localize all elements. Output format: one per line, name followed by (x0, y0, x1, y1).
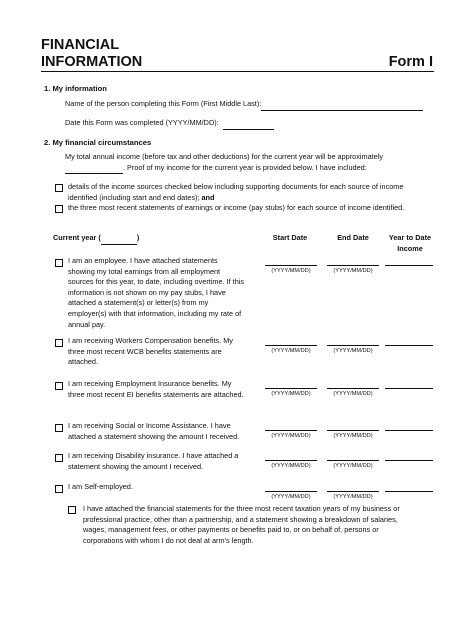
ytd-income-field[interactable] (385, 430, 433, 431)
header-rule (41, 71, 434, 72)
end-date-format-hint: (YYYY/MM/DD) (333, 268, 373, 274)
income-source-description (68, 379, 263, 400)
end-date-format-hint: (YYYY/MM/DD) (333, 348, 373, 354)
annual-income-field[interactable] (65, 163, 123, 175)
income-source-line: I am receiving Employment Insurance benefits. My (68, 379, 232, 388)
date-field-label: Date this Form was completed (YYYY/MM/DD): (65, 118, 219, 127)
self-employed-line3: wages, management fees, or other payments or benefits paid to, or on behalf of, persons or (83, 525, 379, 535)
income-source-line: statement showing the amount I received. (68, 461, 204, 471)
start-date-format-hint: (YYYY/MM/DD) (271, 494, 311, 500)
income-source-line: attached a statement(s) or letter(s) from my (68, 298, 209, 308)
end-date-format-hint: (YYYY/MM/DD) (333, 494, 373, 500)
end-date-field[interactable] (327, 345, 379, 346)
income-source-checkbox[interactable] (55, 259, 63, 267)
end-date-field[interactable] (327, 388, 379, 389)
current-year-row (53, 233, 139, 245)
date-field-row (65, 118, 274, 130)
start-date-field[interactable] (265, 460, 317, 461)
ytd-income-field[interactable] (385, 460, 433, 461)
income-source-checkbox[interactable] (55, 339, 63, 347)
end-date-field[interactable] (327, 460, 379, 461)
start-date-format-hint: (YYYY/MM/DD) (271, 268, 311, 274)
current-year-field[interactable] (101, 233, 140, 245)
name-field-row (65, 99, 423, 111)
income-source-line: annual pay. (68, 319, 106, 329)
name-field-label: Name of the person completing this Form (First Middle Last): (65, 99, 262, 108)
end-date-header: End Date (337, 233, 369, 242)
details-option-line1: details of the income sources checked below including supporting documents for each source of income (68, 182, 404, 191)
start-date-field[interactable] (265, 430, 317, 431)
income-source-line: I am receiving Disability insurance. I have attached a (68, 451, 239, 460)
income-source-description (68, 256, 263, 330)
income-source-line: three most recent EI benefits statements are attached. (68, 389, 244, 399)
end-date-format-hint: (YYYY/MM/DD) (333, 433, 373, 439)
start-date-format-hint: (YYYY/MM/DD) (271, 433, 311, 439)
self-employed-statements-checkbox[interactable] (68, 506, 76, 514)
income-text-line1: My total annual income (before tax and other deductions) for the current year will be approximately (65, 152, 383, 161)
end-date-field[interactable] (327, 430, 379, 431)
section1-heading: 1. My information (44, 84, 107, 93)
form-title-line2: INFORMATION (41, 54, 143, 70)
income-source-line: showing my total earnings from all employment (68, 266, 221, 276)
income-source-line: sources for this year, to date, including overtime. If this (68, 277, 245, 287)
income-source-line: information is not shown on my pay stubs, I have (68, 287, 226, 297)
start-date-format-hint: (YYYY/MM/DD) (271, 391, 311, 397)
income-source-line: I am an employee. I have attached statements (68, 256, 218, 265)
ytd-income-field[interactable] (385, 491, 433, 492)
start-date-field[interactable] (265, 265, 317, 266)
income-source-checkbox[interactable] (55, 382, 63, 390)
income-source-description (68, 451, 263, 472)
start-date-format-hint: (YYYY/MM/DD) (271, 348, 311, 354)
paystubs-checkbox[interactable] (55, 205, 63, 213)
form-number: Form I (388, 54, 433, 70)
self-employed-line4: corporations with whom I do not deal at arm’s length. (83, 535, 254, 545)
income-source-description (68, 482, 263, 493)
start-date-field[interactable] (265, 388, 317, 389)
and-label: and (201, 192, 215, 202)
income-source-description (68, 336, 263, 368)
self-employed-statements-text (83, 504, 438, 546)
ytd-income-field[interactable] (385, 265, 433, 266)
ytd-header-line1: Year to Date (388, 233, 432, 242)
name-field[interactable] (261, 99, 423, 111)
ytd-header-line2: Income (397, 243, 423, 253)
current-year-close: ) (136, 233, 140, 242)
form-title-line1: FINANCIAL (41, 37, 120, 53)
income-source-line: employer(s) with that information, including my rate of (68, 308, 242, 318)
income-source-line: I am receiving Workers Compensation benefits. My (68, 336, 233, 345)
start-date-field[interactable] (265, 345, 317, 346)
ytd-income-header (382, 233, 438, 254)
details-option-line2: identified (including start and end dates); (68, 192, 202, 202)
ytd-income-field[interactable] (385, 388, 433, 389)
paystubs-option: the three most recent statements of earnings or income (pay stubs) for each source of income identified. (68, 203, 405, 212)
income-source-checkbox[interactable] (55, 424, 63, 432)
ytd-income-field[interactable] (385, 345, 433, 346)
start-date-format-hint: (YYYY/MM/DD) (271, 463, 311, 469)
end-date-field[interactable] (327, 491, 379, 492)
end-date-field[interactable] (327, 265, 379, 266)
income-text-line2: . Proof of my income for the current year is provided below. I have included: (123, 162, 367, 172)
self-employed-line2: professional practice, other than a partnership, and a statement showing a breakdown of salaries, (83, 514, 398, 524)
end-date-format-hint: (YYYY/MM/DD) (333, 463, 373, 469)
start-date-field[interactable] (265, 491, 317, 492)
income-source-line: I am Self-employed. (68, 482, 133, 491)
income-source-checkbox[interactable] (55, 454, 63, 462)
details-option (68, 182, 438, 203)
income-source-description (68, 421, 263, 442)
income-source-line: attached. (68, 357, 99, 367)
end-date-format-hint: (YYYY/MM/DD) (333, 391, 373, 397)
income-source-line: attached a statement showing the amount I received. (68, 431, 240, 441)
income-source-line: three most recent WCB benefits statements are (68, 346, 222, 356)
form-title (41, 37, 142, 71)
income-source-checkbox[interactable] (55, 485, 63, 493)
section2-heading: 2. My financial circumstances (44, 138, 152, 147)
income-paragraph (65, 152, 435, 174)
start-date-header: Start Date (272, 233, 308, 242)
date-completed-field[interactable] (223, 118, 274, 130)
self-employed-line1: I have attached the financial statements for the three most recent taxation years of my business or (83, 504, 400, 513)
details-checkbox[interactable] (55, 184, 63, 192)
income-source-line: I am receiving Social or Income Assistance. I have (68, 421, 231, 430)
current-year-label: Current year ( (53, 233, 101, 242)
